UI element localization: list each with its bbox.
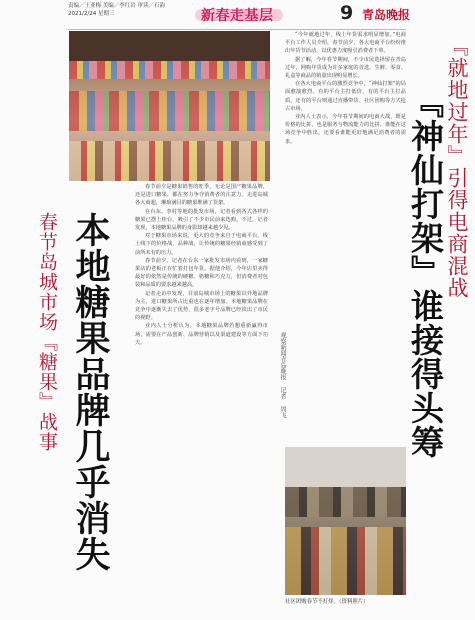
paragraph: 在台东、李村等地的批发市场，记者看到各式各样的糖果已摆上柜台，吸引了不少市民前来选购。不过，记者发现，本地糖果品牌的身影却越来越少见。 [135,208,268,232]
article-column-left [135,183,268,611]
header-rule [68,29,406,30]
paragraph: 据了解，今年春节期间，不少市民选择留在青岛过年，网购年货成为许多家庭的首选。生鲜、零食、礼盒等商品的销量出现明显增长。 [285,56,406,80]
page-number: 9 [340,2,354,24]
editor-credits: 责编／王亚梅 美编／李红岩 审读／石韵 [68,3,165,9]
issue-date: 2021/2/24 星期三 [68,10,115,17]
paragraph: 记者走访中发现，目前岛城市场上的糖果以外地品牌为主，进口糖果所占比重也在逐年增加。本地糖果品牌在竞争中逐渐失去了优势，很多老字号品牌已经淡出了市民的视野。 [135,290,268,322]
paragraph: 春节前夕，记者在台东一家批发市场内看到，一家糖果店的老板正在忙着打包年货。据他介绍，今年店里卖得最好的依然是传统的硬糖、奶糖和巧克力，但消费者对包装和品质的要求越来越高。 [135,257,268,289]
paragraph: 在各大电商平台的激烈竞争中，“神仙打架”的局面愈演愈烈。有的平台主打低价，有的平台主打品质，还有的平台则通过直播带货、社区团购等方式抢占市场。 [285,81,406,112]
left-headline: 本地糖果品牌几乎消失 [70,212,110,572]
candy-market-photo [69,31,270,181]
paragraph: 对于糖果市场来说，更大的竞争来自于电商平台。线上线下的价格战、品种战，让传统的糖果经销商感受到了前所未有的压力。 [135,233,268,256]
right-kicker: 『就地过年』引得电商混战 [445,35,469,299]
byline: 观察新闻青岛晚报 记者 周飞 [279,332,286,418]
section-banner [195,3,283,25]
paragraph: “今年就地过年，线上年货需求明显增加。”电商平台工作人员介绍，春节前夕，各大电商平台纷纷推出年货节活动，以优惠力度吸引消费者下单。 [285,32,406,55]
paragraph: 业内人士分析认为，本地糖果品牌若想重新赢得市场，需要在产品创新、品牌营销以及渠道建设等方面下功夫。 [135,323,268,346]
paragraph: 业内人士表示，今年春节期间的电商大战，既是价格的比拼，也是服务与物流能力的比拼。谁能在这场竞争中胜出，还要看谁能更好地满足消费者的需求。 [285,114,406,145]
paragraph: 春节前夕是糖果销售的旺季。无论是国产糖果品牌，还是进口糖果，都在努力争夺消费者的注意力。走进岛城各大商超，琳琅满目的糖果堆满了货架。 [135,184,268,207]
left-kicker: 春节岛城市场『糖果』战事 [36,212,58,452]
right-headline: 『神仙打架』谁接得头筹 [406,85,445,459]
community-group-buying-photo [285,447,406,595]
editor-meta [68,3,165,18]
page-header [0,0,475,32]
article-column-right [285,31,406,445]
photo-caption: 社区团购春节不打烊。（资料照片） [285,599,369,605]
section-title: 新春走基层 [201,8,274,24]
newspaper-logo: 青岛晚报 [362,8,411,22]
